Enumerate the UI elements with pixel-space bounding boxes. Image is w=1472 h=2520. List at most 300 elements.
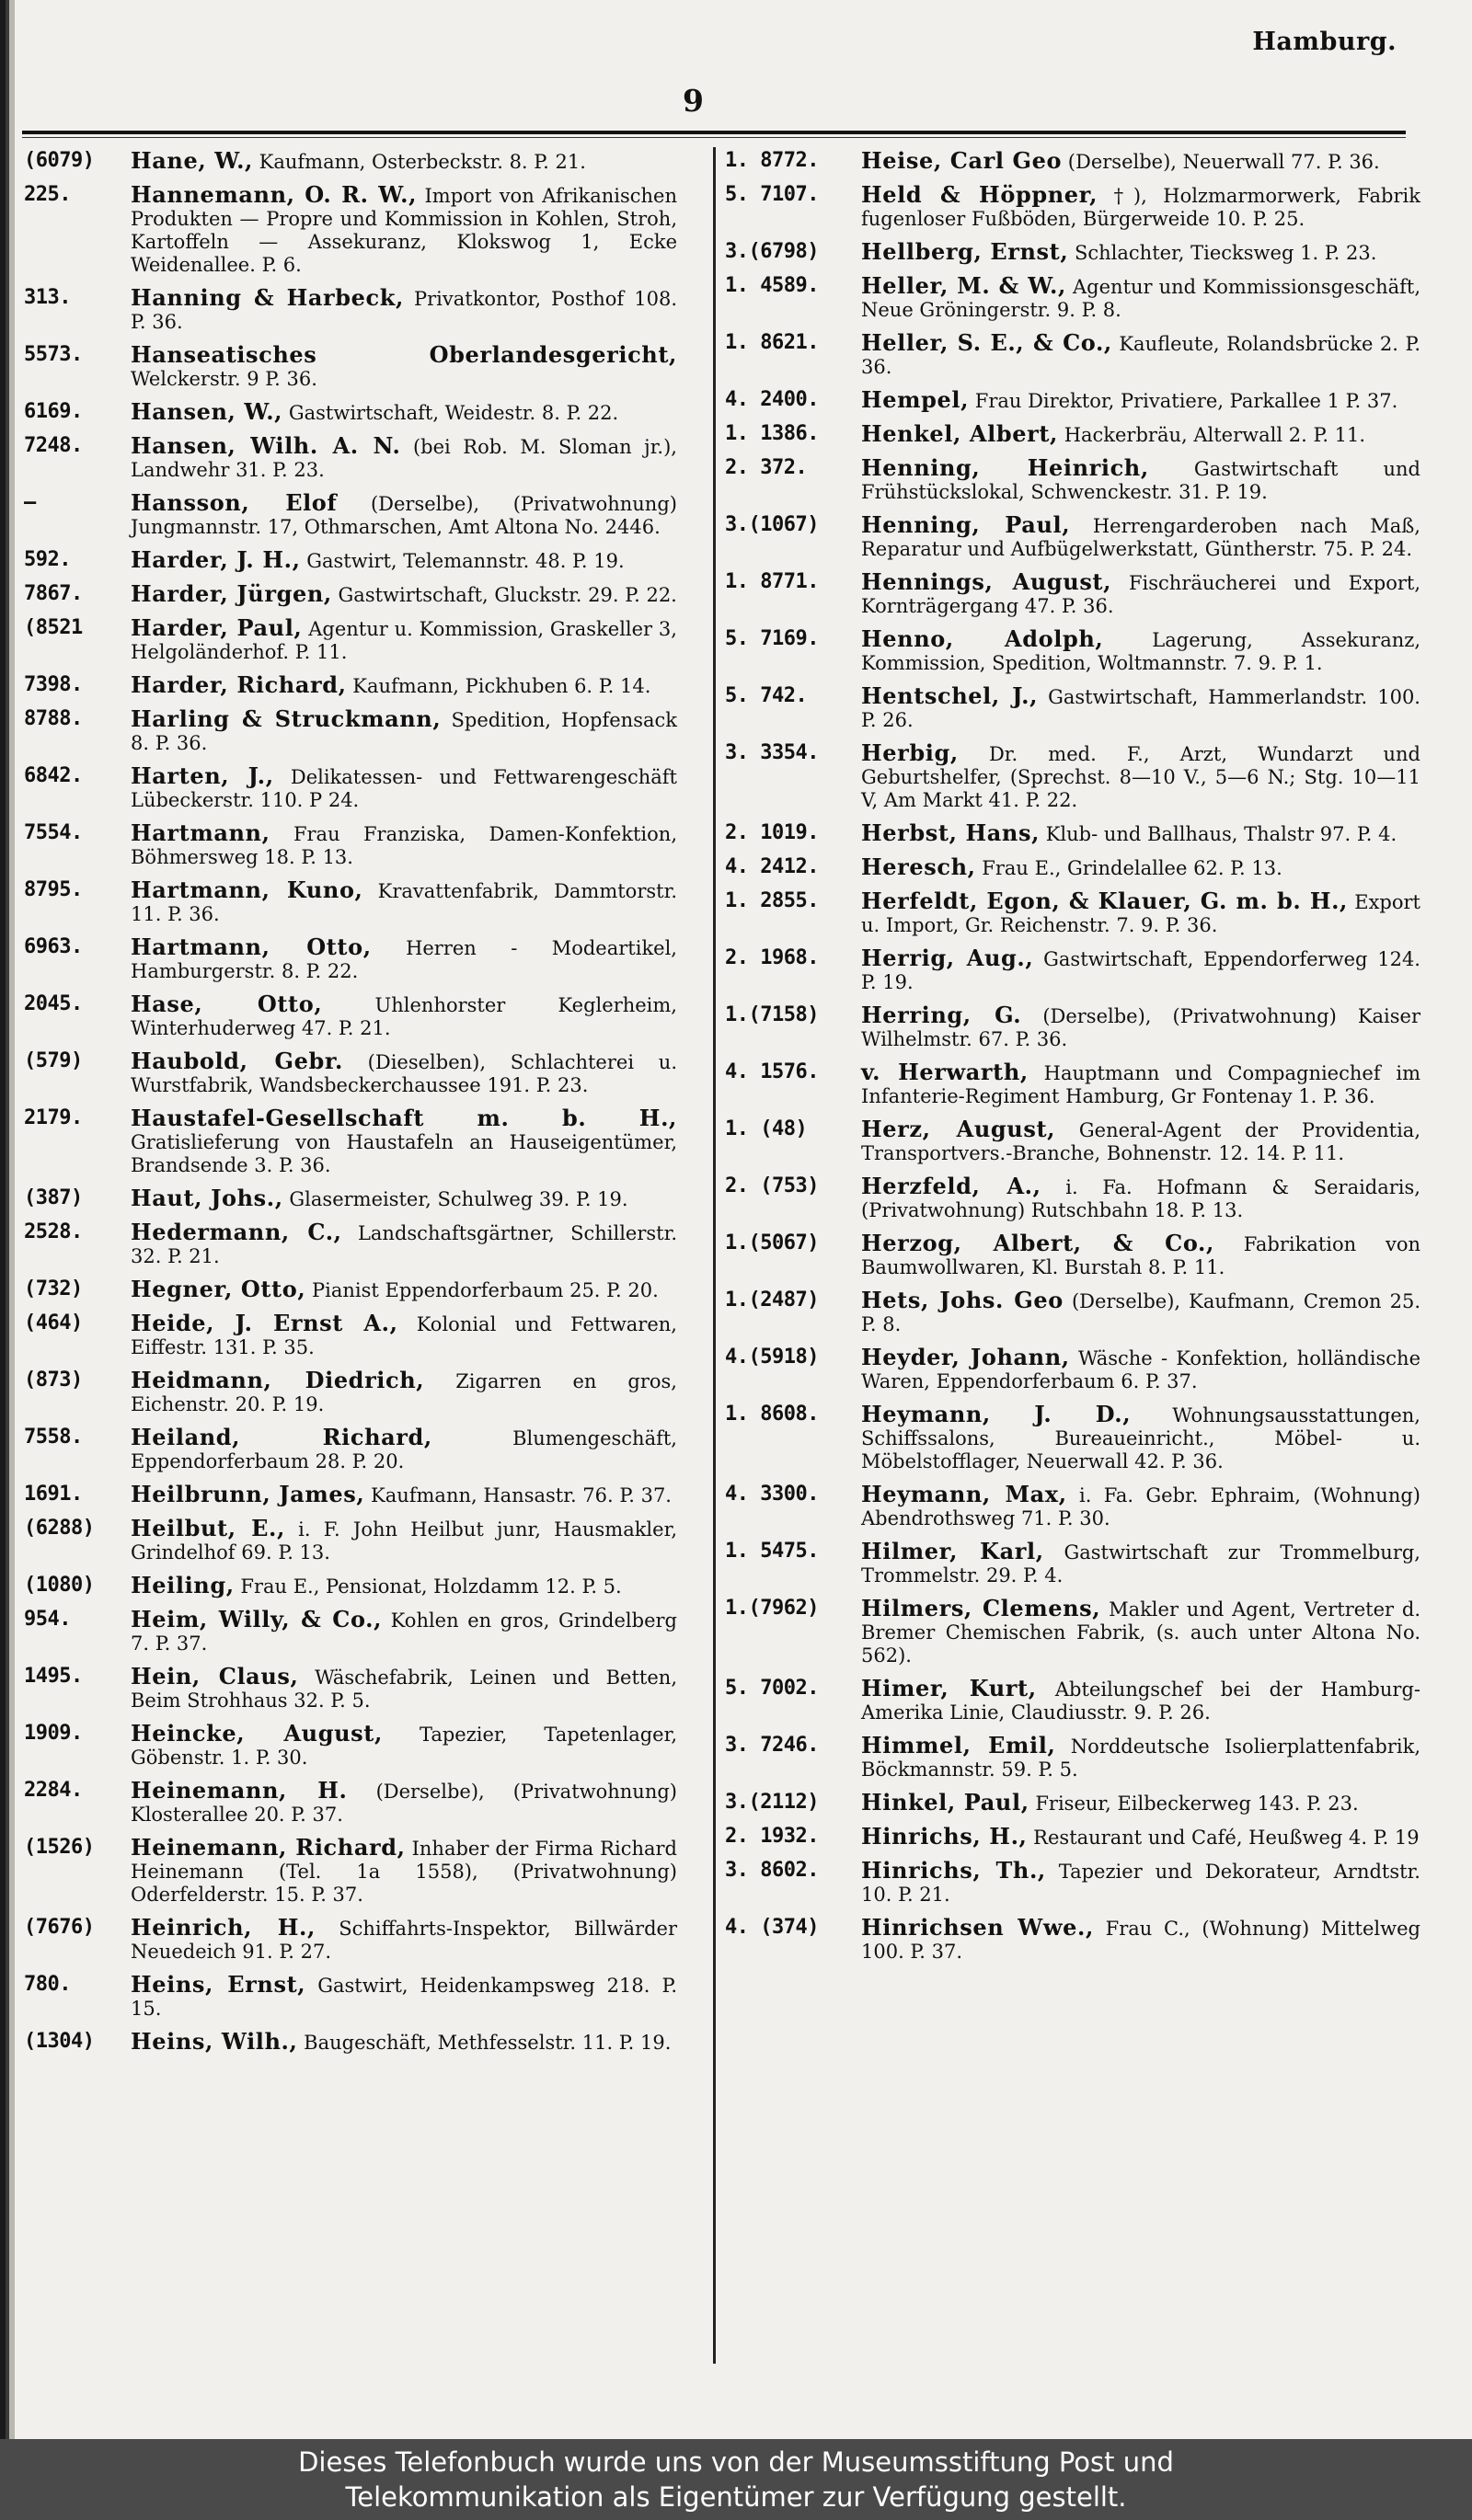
- entry-text: [861, 821, 1420, 846]
- entry-name: Heller, S. E., & Co.,: [861, 329, 1112, 356]
- directory-entry: [24, 183, 677, 277]
- entry-phone-number: 2. (753): [725, 1174, 819, 1197]
- directory-entry: [725, 1791, 1420, 1816]
- entry-name: Heide, J. Ernst A.,: [131, 1310, 398, 1336]
- entry-details: Fabrikation von Baumwollwaren, Kl. Burstah 8. P. 11.: [861, 1233, 1420, 1278]
- entry-phone-number: 3.(6798): [725, 240, 819, 263]
- directory-entry: [725, 570, 1420, 618]
- entry-name: Hansen, Wilh. A. N.: [131, 432, 401, 459]
- entry-phone-number: (7676): [24, 1916, 95, 1939]
- entry-phone-number: 1. 2855.: [725, 889, 819, 912]
- directory-entry: [725, 422, 1420, 447]
- directory-entry: [725, 1003, 1420, 1051]
- directory-entry: [725, 1174, 1420, 1222]
- directory-entry: [725, 946, 1420, 994]
- entry-details: Gastwirt, Telemannstr. 48. P. 19.: [306, 550, 625, 572]
- entry-name: Himmel, Emil,: [861, 1732, 1056, 1758]
- entry-phone-number: 1. 4589.: [725, 274, 819, 297]
- directory-entry: [725, 1231, 1420, 1279]
- entry-text: [861, 1174, 1420, 1222]
- directory-entry: [24, 2030, 677, 2055]
- entry-details: Lagerung, Assekuranz, Kommission, Spedition, Woltmannstr. 7. 9. P. 1.: [861, 629, 1420, 674]
- entry-name: Heins, Ernst,: [131, 1971, 306, 1998]
- entry-phone-number: 1. 5475.: [725, 1540, 819, 1563]
- entry-name: Heresch,: [861, 853, 976, 880]
- directory-entry: [725, 388, 1420, 413]
- entry-text: [861, 1859, 1420, 1907]
- entry-phone-number: 4. 2412.: [725, 855, 819, 878]
- entry-name: Harling & Struckmann,: [131, 705, 442, 732]
- entry-text: [131, 707, 677, 755]
- entry-text: [131, 1973, 677, 2021]
- entry-details: Wäsche - Konfektion, holländische Waren, Eppendorferbaum 6. P. 37.: [861, 1347, 1420, 1392]
- entry-name: Hartmann, Otto,: [131, 934, 372, 960]
- entry-text: [131, 1277, 677, 1302]
- entry-name: Heiling,: [131, 1572, 235, 1598]
- directory-entry: [24, 1106, 677, 1177]
- entry-details: Gastwirtschaft, Weidestr. 8. P. 22.: [288, 402, 619, 424]
- entry-details: Schiffahrts-Inspektor, Billwärder Neuedeich 91. P. 27.: [131, 1918, 677, 1963]
- entry-details: (Derselbe), (Privatwohnung) Jungmannstr. 17, Othmarschen, Amt Altona No. 2446.: [131, 493, 677, 538]
- entry-phone-number: (387): [24, 1186, 83, 1209]
- entry-details: Abteilungschef bei der Hamburg-Amerika Linie, Claudiusstr. 9. P. 26.: [861, 1678, 1420, 1724]
- entry-phone-number: 1. 8608.: [725, 1403, 819, 1426]
- entry-name: Hannemann, O. R. W.,: [131, 181, 418, 208]
- entry-text: [131, 548, 677, 573]
- entry-name: Hinrichsen Wwe.,: [861, 1914, 1094, 1941]
- entry-phone-number: 1495.: [24, 1665, 83, 1688]
- entry-details: Spedition, Hopfensack 8. P. 36.: [131, 709, 677, 754]
- entry-phone-number: 5. 7002.: [725, 1677, 819, 1700]
- entry-text: [131, 343, 677, 391]
- entry-text: [861, 1677, 1420, 1724]
- entry-details: (Derselbe), Kaufmann, Cremon 25. P. 8.: [861, 1290, 1420, 1335]
- entry-text: [131, 616, 677, 664]
- directory-entry: [725, 456, 1420, 504]
- entry-name: Henning, Paul,: [861, 511, 1071, 538]
- entry-name: Heincke, August,: [131, 1720, 383, 1747]
- entry-phone-number: 4.(5918): [725, 1346, 819, 1369]
- entry-details: i. F. John Heilbut junr, Hausmakler, Grindelhof 69. P. 13.: [131, 1518, 677, 1564]
- entry-details: Restaurant und Café, Heußweg 4. P. 19: [1033, 1827, 1420, 1849]
- entry-text: [861, 1540, 1420, 1587]
- entry-phone-number: 592.: [24, 548, 71, 571]
- directory-entry: [725, 149, 1420, 174]
- entry-phone-number: 313.: [24, 286, 71, 309]
- page-number: 9: [683, 83, 704, 119]
- entry-name: Herz, August,: [861, 1116, 1056, 1142]
- entry-text: [861, 1117, 1420, 1165]
- entry-text: [131, 878, 677, 926]
- entry-name: Herzfeld, A.,: [861, 1173, 1041, 1199]
- entry-text: [131, 1483, 677, 1507]
- directory-entry: [24, 548, 677, 573]
- entry-name: Harder, Paul,: [131, 614, 303, 641]
- directory-entry: [24, 821, 677, 869]
- entry-name: Harder, Jürgen,: [131, 580, 332, 607]
- directory-entry: [24, 935, 677, 983]
- entry-phone-number: (1304): [24, 2030, 95, 2053]
- entry-name: Heinemann, H.: [131, 1777, 348, 1804]
- entry-text: [131, 935, 677, 983]
- entry-phone-number: —: [24, 491, 36, 514]
- directory-entry: [725, 513, 1420, 561]
- entry-phone-number: 4. 1576.: [725, 1060, 819, 1083]
- directory-entry: [24, 491, 677, 539]
- entry-name: Heller, M. & W.,: [861, 272, 1066, 299]
- page-header-city: Hamburg.: [1252, 28, 1397, 56]
- entry-name: Hets, Johs. Geo: [861, 1287, 1064, 1313]
- directory-entry: [24, 616, 677, 664]
- entry-name: Hartmann, Kuno,: [131, 876, 363, 903]
- entry-phone-number: 1.(2487): [725, 1289, 819, 1312]
- entry-name: Hilmers, Clemens,: [861, 1595, 1101, 1621]
- directory-entry: [24, 673, 677, 698]
- entry-details: Glasermeister, Schulweg 39. P. 19.: [289, 1188, 628, 1210]
- entry-details: (Dieselben), Schlachterei u. Wurstfabrik, Wandsbeckerchaussee 191. P. 23.: [131, 1051, 677, 1096]
- entry-details: Frau Direktor, Privatiere, Parkallee 1 P. 37.: [974, 390, 1398, 412]
- directory-entry: [24, 1665, 677, 1712]
- entry-details: Frau Franziska, Damen-Konfektion, Böhmersweg 18. P. 13.: [131, 823, 677, 868]
- directory-entry: [24, 1916, 677, 1964]
- entry-phone-number: 2. 1932.: [725, 1825, 819, 1848]
- entry-name: Heymann, J. D.,: [861, 1401, 1132, 1427]
- entry-name: Hanning & Harbeck,: [131, 284, 404, 311]
- entry-text: [131, 764, 677, 812]
- entry-details: i. Fa. Gebr. Ephraim, (Wohnung) Abendrothsweg 71. P. 30.: [861, 1484, 1420, 1529]
- entry-text: [861, 1825, 1420, 1850]
- entry-text: [131, 1186, 677, 1211]
- entry-details: Kaufmann, Pickhuben 6. P. 14.: [352, 675, 651, 697]
- entry-details: Kohlen en gros, Grindelberg 7. P. 37.: [131, 1609, 677, 1655]
- entry-phone-number: 1. 8772.: [725, 149, 819, 172]
- directory-entry: [24, 1973, 677, 2021]
- entry-name: Held & Höppner,: [861, 181, 1098, 208]
- entry-text: [861, 627, 1420, 675]
- entry-name: Heilbut, E.,: [131, 1515, 285, 1541]
- entry-text: [861, 684, 1420, 732]
- entry-details: Uhlenhorster Keglerheim, Winterhuderweg 47. P. 21.: [131, 994, 677, 1039]
- entry-phone-number: 6169.: [24, 400, 83, 423]
- entry-text: [861, 1483, 1420, 1530]
- entry-details: Landschaftsgärtner, Schillerstr. 32. P. 21.: [131, 1222, 677, 1267]
- entry-name: Harder, Richard,: [131, 671, 347, 698]
- directory-entry: [725, 274, 1420, 322]
- entry-phone-number: 3.(2112): [725, 1791, 819, 1814]
- entry-phone-number: 1. 8621.: [725, 331, 819, 354]
- entry-name: Heyder, Johann,: [861, 1344, 1070, 1370]
- entry-details: Frau C., (Wohnung) Mittelweg 100. P. 37.: [861, 1918, 1420, 1963]
- entry-name: Haubold, Gebr.: [131, 1048, 343, 1074]
- entry-details: i. Fa. Hofmann & Seraidaris, (Privatwohnung) Rutschbahn 18. P. 13.: [861, 1176, 1420, 1221]
- footer-notice: [0, 2439, 1472, 2520]
- directory-entry: [24, 1220, 677, 1268]
- directory-entry: [24, 1312, 677, 1359]
- entry-details: Wäschefabrik, Leinen und Betten, Beim Strohhaus 32. P. 5.: [131, 1667, 677, 1712]
- entry-name: Hane, W.,: [131, 147, 253, 174]
- entry-phone-number: 780.: [24, 1973, 71, 1996]
- directory-entry: [24, 1574, 677, 1598]
- entry-text: [131, 1916, 677, 1964]
- entry-text: [861, 513, 1420, 561]
- entry-details: Tapezier und Dekorateur, Arndtstr. 10. P. 21.: [861, 1861, 1420, 1906]
- entry-details: Hauptmann und Compagniechef im Infanterie-Regiment Hamburg, Gr Fontenay 1. P. 36.: [861, 1062, 1420, 1107]
- entry-text: [861, 1346, 1420, 1393]
- entry-phone-number: (579): [24, 1049, 83, 1072]
- entry-name: Hase, Otto,: [131, 991, 323, 1017]
- entry-name: Hentschel, J.,: [861, 682, 1039, 709]
- directory-entry: [24, 149, 677, 174]
- directory-entry: [24, 992, 677, 1040]
- entry-details: Blumengeschäft, Eppendorferbaum 28. P. 20.: [131, 1427, 677, 1472]
- entry-phone-number: 1. (48): [725, 1117, 808, 1140]
- entry-text: [861, 331, 1420, 379]
- entry-phone-number: 1.(7158): [725, 1003, 819, 1026]
- entry-details: Norddeutsche Isolierplattenfabrik, Böckmannstr. 59. P. 5.: [861, 1735, 1420, 1781]
- entry-details: Baugeschäft, Methfesselstr. 11. P. 19.: [304, 2032, 672, 2054]
- entry-phone-number: (873): [24, 1369, 83, 1392]
- entry-name: Hansson, Elof: [131, 489, 338, 516]
- entry-name: Himer, Kurt,: [861, 1675, 1037, 1701]
- entry-details: Tapezier, Tapetenlager, Göbenstr. 1. P. 30.: [131, 1724, 677, 1769]
- entry-name: Henkel, Albert,: [861, 420, 1058, 447]
- entry-details: Kaufleute, Rolandsbrücke 2. P. 36.: [861, 333, 1420, 378]
- directory-entry: [725, 627, 1420, 675]
- entry-text: [861, 946, 1420, 994]
- directory-entry: [725, 1346, 1420, 1393]
- directory-entry: [725, 1289, 1420, 1336]
- entry-phone-number: (6288): [24, 1517, 95, 1540]
- entry-phone-number: 7554.: [24, 821, 83, 844]
- entry-details: (bei Rob. M. Sloman jr.), Landwehr 31. P. 23.: [131, 436, 677, 481]
- entry-name: Heilbrunn, James,: [131, 1481, 365, 1507]
- entry-name: Hein, Claus,: [131, 1663, 299, 1690]
- entry-details: Gastwirtschaft, Gluckstr. 29. P. 22.: [338, 584, 677, 606]
- directory-entry: [24, 582, 677, 607]
- entry-phone-number: 5. 742.: [725, 684, 808, 707]
- entry-phone-number: (8521: [24, 616, 83, 639]
- entry-text: [131, 183, 677, 277]
- entry-text: [131, 1574, 677, 1598]
- entry-phone-number: 2179.: [24, 1106, 83, 1129]
- entry-text: [131, 434, 677, 482]
- entry-text: [861, 1289, 1420, 1336]
- directory-entry: [725, 240, 1420, 265]
- directory-entry: [24, 1517, 677, 1564]
- directory-entry: [24, 764, 677, 812]
- directory-entry: [24, 1779, 677, 1827]
- entry-name: Heinrich, H.,: [131, 1914, 316, 1941]
- footer-line-2: Telekommunikation als Eigentümer zur Verfügung gestellt.: [345, 2481, 1127, 2513]
- entry-text: [861, 183, 1420, 231]
- directory-entry: [24, 878, 677, 926]
- entry-details: Herren - Modeartikel, Hamburgerstr. 8. P. 22.: [131, 937, 677, 982]
- entry-phone-number: 3.(1067): [725, 513, 819, 536]
- entry-phone-number: 7248.: [24, 434, 83, 457]
- entry-phone-number: 3. 8602.: [725, 1859, 819, 1882]
- entry-details: Agentur u. Kommission, Graskeller 3, Helgoländerhof. P. 11.: [131, 618, 677, 663]
- directory-entry: [725, 1677, 1420, 1724]
- entry-phone-number: 7398.: [24, 673, 83, 696]
- entry-name: Hanseatisches Oberlandesgericht,: [131, 341, 677, 368]
- entry-phone-number: (1526): [24, 1836, 95, 1859]
- directory-entry: [725, 1825, 1420, 1850]
- entry-text: [131, 992, 677, 1040]
- directory-entry: [725, 889, 1420, 937]
- directory-entry: [24, 1483, 677, 1507]
- entry-details: Welckerstr. 9 P. 36.: [131, 368, 317, 390]
- entry-text: [861, 1734, 1420, 1781]
- entry-text: [861, 1597, 1420, 1667]
- entry-details: Gastwirtschaft, Hammerlandstr. 100. P. 26.: [861, 686, 1420, 731]
- entry-phone-number: 3. 3354.: [725, 741, 819, 764]
- entry-text: [861, 240, 1420, 265]
- directory-entry: [725, 1540, 1420, 1587]
- entry-details: Gastwirt, Heidenkampsweg 218. P. 15.: [131, 1975, 678, 2020]
- directory-entry: [24, 1186, 677, 1211]
- directory-entry: [725, 1403, 1420, 1473]
- entry-phone-number: 7558.: [24, 1426, 83, 1449]
- entry-text: [861, 422, 1420, 447]
- entry-name: Harten, J.,: [131, 762, 274, 789]
- book-spine: [0, 0, 15, 2439]
- entry-name: Hilmer, Karl,: [861, 1538, 1044, 1564]
- entry-name: Herbig,: [861, 739, 959, 766]
- entry-name: Heidmann, Diedrich,: [131, 1367, 425, 1393]
- directory-entry: [725, 183, 1420, 231]
- entry-details: Wohnungsausstattungen, Schiffssalons, Bureaueinricht., Möbel- u. Möbelstofflager, Neuerwall 42. P. 36.: [861, 1404, 1420, 1472]
- entry-name: Heim, Willy, & Co.,: [131, 1606, 383, 1632]
- entry-details: (Derselbe), Neuerwall 77. P. 36.: [1067, 151, 1380, 173]
- entry-text: [861, 274, 1420, 322]
- left-column: [24, 149, 677, 2064]
- directory-entry: [725, 331, 1420, 379]
- entry-text: [131, 1312, 677, 1359]
- entry-phone-number: (1080): [24, 1574, 95, 1597]
- header-rule-thin: [22, 137, 1406, 138]
- directory-entry: [24, 1369, 677, 1416]
- entry-phone-number: 2528.: [24, 1220, 83, 1243]
- directory-entry: [24, 1049, 677, 1097]
- directory-entry: [24, 1277, 677, 1302]
- entry-name: Heins, Wilh.,: [131, 2028, 298, 2055]
- directory-entry: [725, 1859, 1420, 1907]
- directory-entry: [24, 343, 677, 391]
- entry-name: Hellberg, Ernst,: [861, 238, 1069, 265]
- entry-details: (Derselbe), (Privatwohnung) Klosterallee 20. P. 37.: [131, 1781, 677, 1826]
- directory-entry: [24, 707, 677, 755]
- entry-name: Hartmann,: [131, 819, 270, 846]
- entry-name: Haut, Johs.,: [131, 1185, 283, 1211]
- entry-text: [861, 456, 1420, 504]
- right-column: [725, 149, 1420, 1973]
- entry-name: Hempel,: [861, 386, 970, 413]
- entry-phone-number: 1.(5067): [725, 1231, 819, 1254]
- entry-name: Hedermann, C.,: [131, 1219, 342, 1245]
- entry-phone-number: 1691.: [24, 1483, 83, 1506]
- entry-text: [131, 1426, 677, 1473]
- entry-details: Delikatessen- und Fettwarengeschäft Lübeckerstr. 110. P 24.: [131, 766, 677, 811]
- entry-phone-number: 3. 7246.: [725, 1734, 819, 1757]
- entry-text: [131, 1836, 677, 1907]
- entry-text: [861, 1791, 1420, 1816]
- entry-text: [861, 1916, 1420, 1964]
- directory-entry: [24, 434, 677, 482]
- entry-details: Kaufmann, Hansastr. 76. P. 37.: [371, 1484, 672, 1506]
- entry-details: Schlachter, Tiecksweg 1. P. 23.: [1075, 242, 1377, 264]
- directory-entry: [725, 1734, 1420, 1781]
- entry-text: [131, 1517, 677, 1564]
- entry-details: Hackerbräu, Alterwall 2. P. 11.: [1064, 424, 1366, 446]
- entry-name: Herbst, Hans,: [861, 819, 1041, 846]
- entry-text: [861, 1060, 1420, 1108]
- header-rule: [22, 131, 1406, 134]
- entry-phone-number: 1.(7962): [725, 1597, 819, 1620]
- entry-text: [861, 1003, 1420, 1051]
- entry-details: Inhaber der Firma Richard Heinemann (Tel. 1a 1558), (Privatwohnung) Oderfelderstr. 15. P. 37.: [131, 1838, 677, 1906]
- entry-phone-number: 5. 7169.: [725, 627, 819, 650]
- entry-text: [861, 149, 1420, 174]
- entry-name: Harder, J. H.,: [131, 546, 301, 573]
- entry-text: [861, 1403, 1420, 1473]
- entry-name: Henno, Adolph,: [861, 625, 1104, 652]
- entry-phone-number: 2. 1019.: [725, 821, 819, 844]
- entry-phone-number: 2. 372.: [725, 456, 808, 479]
- entry-phone-number: 2. 1968.: [725, 946, 819, 969]
- entry-text: [131, 149, 677, 174]
- entry-name: Herring, G.: [861, 1002, 1022, 1028]
- entry-name: Herrig, Aug.,: [861, 945, 1034, 971]
- entry-details: Agentur und Kommissionsgeschäft, Neue Gröningerstr. 9. P. 8.: [861, 276, 1421, 321]
- entry-details: †), Holzmarmorwerk, Fabrik fugenloser Fußböden, Bürgerweide 10. P. 25.: [861, 185, 1420, 230]
- entry-text: [131, 1608, 677, 1655]
- entry-details: Gastwirtschaft zur Trommelburg, Trommelstr. 29. P. 4.: [861, 1541, 1420, 1586]
- entry-text: [131, 491, 677, 539]
- directory-entry: [24, 1722, 677, 1770]
- entry-details: Frau E., Grindelallee 62. P. 13.: [982, 857, 1282, 879]
- entry-details: Kolonial und Fettwaren, Eiffestr. 131. P. 35.: [131, 1313, 677, 1358]
- entry-phone-number: 5. 7107.: [725, 183, 819, 206]
- entry-text: [861, 889, 1420, 937]
- entry-name: Hennings, August,: [861, 568, 1112, 595]
- entry-text: [861, 741, 1420, 812]
- entry-text: [131, 582, 677, 607]
- directory-entry: [725, 1916, 1420, 1964]
- directory-entry: [725, 741, 1420, 812]
- directory-entry: [24, 1426, 677, 1473]
- directory-entry: [725, 855, 1420, 880]
- directory-entry: [725, 821, 1420, 846]
- entry-details: Fischräucherei und Export, Kornträgergang 47. P. 36.: [861, 572, 1420, 617]
- entry-details: Makler und Agent, Vertreter d. Bremer Chemischen Fabrik, (s. auch unter Altona No. 562).: [861, 1598, 1420, 1667]
- entry-name: Herzog, Albert, & Co.,: [861, 1230, 1214, 1256]
- entry-name: Hinkel, Paul,: [861, 1789, 1029, 1816]
- entry-phone-number: 2045.: [24, 992, 83, 1015]
- entry-details: Import von Afrikanischen Produkten — Propre und Kommission in Kohlen, Stroh, Kartoffeln — Assekuranz, Klokswog 1, Ecke Weidenallee. P. 6.: [131, 185, 677, 276]
- entry-details: Export u. Import, Gr. Reichenstr. 7. 9. P. 36.: [861, 891, 1420, 936]
- directory-entry: [725, 684, 1420, 732]
- entry-phone-number: 4. 2400.: [725, 388, 819, 411]
- entry-phone-number: 8788.: [24, 707, 83, 730]
- entry-details: (Derselbe), (Privatwohnung) Kaiser Wilhelmstr. 67. P. 36.: [861, 1005, 1420, 1050]
- entry-text: [131, 1106, 677, 1177]
- entry-phone-number: (6079): [24, 149, 95, 172]
- entry-name: Heiland, Richard,: [131, 1424, 432, 1450]
- entry-details: Gratislieferung von Haustafeln an Hauseigentümer, Brandsende 3. P. 36.: [131, 1131, 677, 1176]
- entry-phone-number: 225.: [24, 183, 71, 206]
- entry-name: Hegner, Otto,: [131, 1276, 306, 1302]
- entry-name: Heinemann, Richard,: [131, 1834, 406, 1861]
